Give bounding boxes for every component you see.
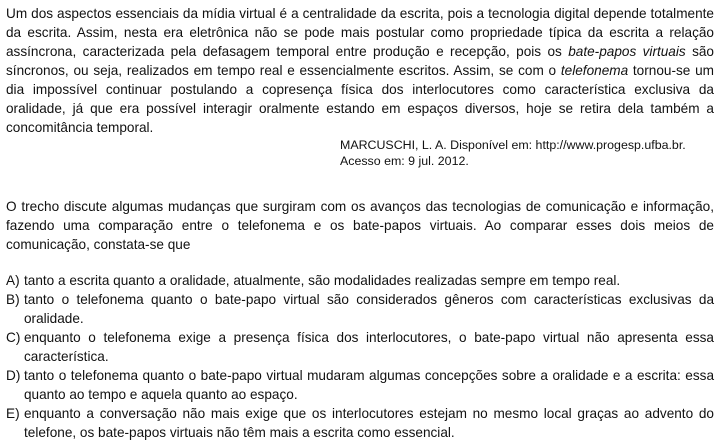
question-stem: O trecho discute algumas mudanças que surgiram com os avanços das tecnologias de comunicação e informação, fazendo uma comparação entre o telefonema e os bate-papos virtuais. Ao comparar esses dois meios de comunicação, constata-se que: [6, 199, 714, 252]
spacer: [6, 169, 714, 197]
answer-options-list: [6, 271, 714, 442]
passage-text-2: são síncronos, ou seja, realizados em tempo real e essencialmente escritos. Assim, se com o: [6, 44, 714, 78]
option-letter: C): [6, 330, 21, 345]
citation-line-2: Acesso em: 9 jul. 2012.: [340, 154, 469, 168]
answer-option-a[interactable]: [6, 271, 714, 290]
answer-option-e[interactable]: [6, 404, 714, 442]
option-letter: D): [6, 368, 21, 383]
exam-question-page: [6, 4, 714, 442]
answer-option-b[interactable]: [6, 290, 714, 328]
answer-option-c[interactable]: [6, 328, 714, 366]
passage-text-3: tornou-se um dia impossível continuar postulando a copresença física dos interlocutores como característica exclusiva da oralidade, já que era possível interagir oralmente estando em espaços diversos, hoje se retira dela também a concomitância temporal.: [6, 63, 714, 135]
option-letter: E): [6, 406, 20, 421]
option-letter: A): [6, 273, 20, 288]
option-text: enquanto o telefonema exige a presença física dos interlocutores, o bate-papo virtual não apresenta essa característica.: [24, 330, 714, 364]
passage-paragraph: [6, 4, 714, 137]
option-letter: B): [6, 292, 20, 307]
passage-text-1: Um dos aspectos essenciais da mídia virtual é a centralidade da escrita, pois a tecnologia digital depende totalmente da escrita. Assim, nesta era eletrônica não se pode mais postular como propriedade típica da escrita a relação assíncrona, caracterizada pela defasagem temporal entre produção e recepção, pois os: [6, 6, 714, 59]
option-text: tanto o telefonema quanto o bate-papo virtual são considerados gêneros com características exclusivas da oralidade.: [24, 292, 714, 326]
option-text: tanto a escrita quanto a oralidade, atualmente, são modalidades realizadas sempre em tempo real.: [24, 273, 621, 288]
source-citation: [340, 137, 714, 169]
answer-option-d[interactable]: [6, 366, 714, 404]
passage-italic-telefonema: telefonema: [560, 63, 629, 78]
option-text: tanto o telefonema quanto o bate-papo virtual mudaram algumas concepções sobre a oralidade e a escrita: essa quanto ao tempo e aquela quanto ao espaço.: [24, 368, 714, 402]
passage-italic-bate-papos: bate-papos virtuais: [568, 44, 686, 59]
citation-line-1: MARCUSCHI, L. A. Disponível em: http://www.progesp.ufba.br.: [340, 138, 686, 152]
option-text: enquanto a conversação não mais exige que os interlocutores estejam no mesmo local graças ao advento do telefone, os bate-papos virtuais não têm mais a escrita como essencial.: [24, 406, 714, 440]
spacer: [6, 254, 714, 271]
